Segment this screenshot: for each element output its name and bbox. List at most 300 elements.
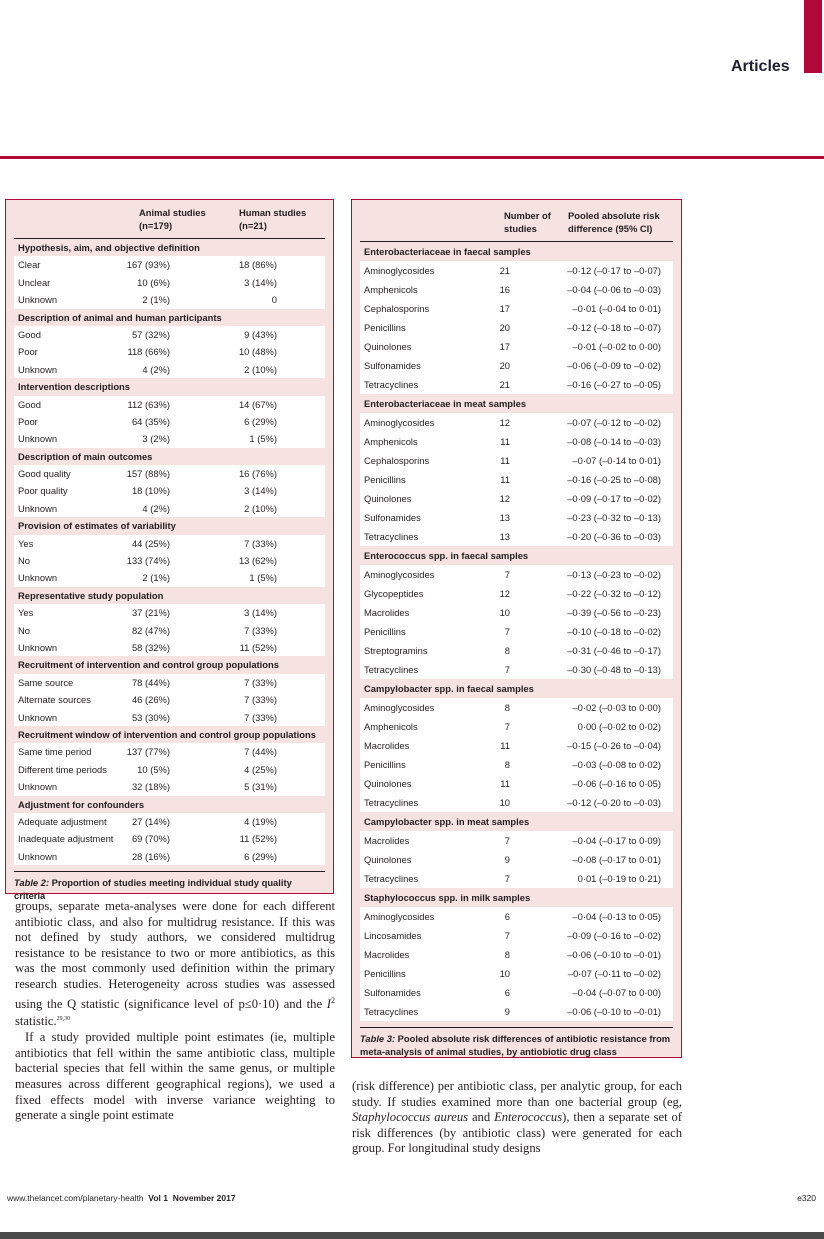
section-header: Recruitment of intervention and control group populations [18,659,279,671]
cell-value-2: –0·08 (–0·14 to –0·03) [567,436,661,447]
table-row [14,535,325,552]
header-rule [0,156,824,159]
row-label: Unclear [18,276,51,288]
row-label: Inadequate adjustment [18,833,114,845]
row-label: Amphenicols [364,436,418,447]
row-label: Same source [18,676,74,688]
cell-value-2: –0·06 (–0·10 to –0·01) [567,949,661,960]
cell-value-2: 7 (33%) [244,711,277,723]
cell-value-2: 11 (52%) [239,641,277,653]
cell-value-1: 12 [499,588,510,599]
table-row [360,698,673,717]
section-rows [360,413,673,546]
row-label: Poor [18,346,38,358]
row-label: Tetracyclines [364,797,419,808]
cell-value-2: –0·01 (–0·02 to 0·00) [572,341,661,352]
table-row [14,343,325,360]
caption-text: Pooled absolute risk differences of antibiotic resistance from meta-analysis of animal studies, by antiobiotic drug class [360,1033,671,1057]
table-row [360,983,673,1002]
cell-value-1: 4 (2%) [142,363,170,375]
table-row [360,413,673,432]
cell-value-2: –0·08 (–0·17 to 0·01) [572,854,661,865]
row-label: Macrolides [364,835,410,846]
caption-label: Table 2: [14,877,50,889]
text: I [326,996,331,1011]
row-label: Alternate sources [18,694,91,706]
table-row [14,709,325,726]
text: (risk difference) per antibiotic class, per analytic group, for each study. If studies examined more than one bacterial group (eg, [352,1079,682,1109]
cell-value-2: 11 (52%) [239,833,277,845]
cell-value-2: 1 (5%) [249,433,277,445]
table-row [14,465,325,482]
body-paragraph [352,1079,682,1157]
section-rows [14,674,325,726]
section-color-tab [804,0,822,73]
section-label: Articles [731,58,790,75]
table-row [360,470,673,489]
row-label: Unknown [18,294,58,306]
table-row [360,945,673,964]
row-label: Poor quality [18,485,68,497]
row-label: Tetracyclines [364,873,419,884]
cell-value-1: 10 [499,797,510,808]
row-label: Aminoglycosides [364,569,435,580]
row-label: Lincosamides [364,930,422,941]
table-row [360,964,673,983]
text: Enterococcus [494,1110,563,1125]
cell-value-1: 8 [504,645,510,656]
cell-value-1: 11 [500,474,510,485]
cell-value-1: 28 (16%) [131,850,170,862]
row-label: Unknown [18,641,58,653]
cell-value-2: 2 (10%) [244,502,277,514]
table-row [360,565,673,584]
section-rows [360,698,673,812]
col-human-studies: Human studies [239,207,307,218]
section-rows [14,465,325,517]
cell-value-2: 18 (86%) [238,259,277,271]
cell-value-2: 16 (76%) [238,468,277,480]
cell-value-2: 7 (44%) [244,746,277,758]
row-label: Sulfonamides [364,512,421,523]
cell-value-2: 0 [271,294,277,306]
row-label: Macrolides [364,740,410,751]
row-label: Tetracyclines [364,531,419,542]
table-row [14,604,325,621]
cell-value-1: 13 [499,512,510,523]
table-row [14,813,325,830]
table-row [14,639,325,656]
table-row [14,761,325,778]
row-label: Aminoglycosides [364,417,435,428]
cell-value-1: 7 [504,930,510,941]
cell-value-1: 7 [504,664,510,675]
body-column-left [15,899,335,1124]
reference: 29,30 [56,1016,71,1023]
cell-value-2: –0·04 (–0·06 to –0·03) [567,284,661,295]
row-label: Unknown [18,433,58,445]
viewer-bottom-bar [0,1232,824,1239]
table-row [14,500,325,517]
text: statistic. [15,1014,57,1029]
section-rows [14,743,325,795]
cell-value-1: 112 (63%) [127,398,170,410]
table-row [360,432,673,451]
cell-value-1: 12 [499,493,510,504]
cell-value-1: 12 [499,417,510,428]
row-label: Unknown [18,781,58,793]
row-label: Streptogramins [364,645,428,656]
table-row [14,256,325,273]
section-rows [360,831,673,888]
cell-value-2: 10 (48%) [238,346,277,358]
cell-value-1: 82 (47%) [131,624,170,636]
section-rows [14,326,325,378]
section-header: Provision of estimates of variability [18,520,176,532]
row-label: Amphenicols [364,721,418,732]
cell-value-2: 0·01 (–0·19 to 0·21) [577,873,661,884]
cell-value-1: 21 [499,265,510,276]
row-label: Quinolones [364,778,412,789]
cell-value-2: –0·04 (–0·07 to 0·00) [572,987,661,998]
footer-date: November 2017 [172,1193,236,1203]
cell-value-1: 133 (74%) [126,555,170,567]
cell-value-1: 8 [504,949,510,960]
footer-url[interactable]: www.thelancet.com/planetary-health [7,1193,144,1203]
col-risk-difference-2: difference (95% CI) [568,223,653,234]
cell-value-1: 10 [499,968,510,979]
section-rows [360,565,673,679]
cell-value-2: 2 (10%) [244,363,277,375]
row-label: Adequate adjustment [18,815,107,827]
col-risk-difference: Pooled absolute risk [568,210,660,221]
cell-value-1: 10 (6%) [137,276,170,288]
text: Staphylococcus aureus [352,1110,469,1125]
cell-value-1: 9 [504,1006,510,1017]
row-label: Unknown [18,850,58,862]
row-label: Unknown [18,711,58,723]
cell-value-1: 13 [499,531,510,542]
section-header: Staphylococcus spp. in milk samples [364,892,531,903]
caption-label: Table 3: [360,1033,396,1044]
cell-value-1: 18 (10%) [131,485,170,497]
cell-value-1: 57 (32%) [131,328,170,340]
cell-value-1: 44 (25%) [131,537,170,549]
section-header: Enterobacteriaceae in meat samples [364,398,527,409]
cell-value-2: –0·20 (–0·36 to –0·03) [567,531,661,542]
cell-value-2: –0·12 (–0·20 to –0·03) [567,797,661,808]
table-row [360,926,673,945]
table-row [14,361,325,378]
table-row [360,869,673,888]
cell-value-2: –0·06 (–0·16 to 0·05) [572,778,661,789]
section-rows [360,261,673,394]
row-label: Yes [18,537,34,549]
cell-value-1: 8 [504,759,510,770]
footer-volume: Vol 1 [148,1193,168,1203]
cell-value-1: 9 [504,854,510,865]
table-row [360,736,673,755]
section-header: Representative study population [18,589,164,601]
row-label: Penicillins [364,968,406,979]
table-row [360,489,673,508]
cell-value-1: 46 (26%) [131,694,170,706]
row-label: Cephalosporins [364,455,430,466]
cell-value-1: 157 (88%) [126,468,170,480]
cell-value-2: –0·04 (–0·13 to 0·05) [572,911,661,922]
cell-value-2: –0·06 (–0·10 to –0·01) [567,1006,661,1017]
cell-value-1: 78 (44%) [131,676,170,688]
row-label: Aminoglycosides [364,702,435,713]
cell-value-2: –0·22 (–0·32 to –0·12) [567,588,661,599]
table-row [14,778,325,795]
cell-value-2: 5 (31%) [244,781,277,793]
cell-value-2: 7 (33%) [244,676,277,688]
section-header: Enterobacteriaceae in faecal samples [364,246,531,257]
cell-value-2: –0·07 (–0·14 to 0·01) [572,455,661,466]
cell-value-1: 7 [504,569,510,580]
section-header: Campylobacter spp. in faecal samples [364,683,534,694]
cell-value-1: 2 (1%) [142,294,170,306]
table-row [14,413,325,430]
table-row [360,831,673,850]
section-header: Campylobacter spp. in meat samples [364,816,530,827]
cell-value-1: 27 (14%) [131,815,170,827]
cell-value-1: 17 [499,341,510,352]
table-row [360,717,673,736]
table-row [360,584,673,603]
cell-value-2: –0·02 (–0·03 to 0·00) [572,702,661,713]
table-row [360,793,673,812]
row-label: Good [18,398,41,410]
table-row [360,641,673,660]
table-row [14,691,325,708]
cell-value-1: 8 [504,702,510,713]
cell-value-1: 2 (1%) [142,572,170,584]
cell-value-2: 9 (43%) [244,328,277,340]
cell-value-1: 58 (32%) [131,641,170,653]
row-label: Quinolones [364,341,412,352]
table-row [14,743,325,760]
cell-value-1: 20 [499,322,510,333]
cell-value-2: –0·09 (–0·16 to –0·02) [567,930,661,941]
row-label: Yes [18,607,34,619]
row-label: Cephalosporins [364,303,430,314]
cell-value-1: 69 (70%) [131,833,170,845]
cell-value-2: –0·09 (–0·17 to –0·02) [567,493,661,504]
table-row [14,830,325,847]
table-row [360,660,673,679]
table-row [360,774,673,793]
cell-value-1: 10 (5%) [137,763,170,775]
table-row [360,907,673,926]
cell-value-2: –0·39 (–0·56 to –0·23) [567,607,661,618]
section-rows [360,907,673,1021]
cell-value-1: 53 (30%) [131,711,170,723]
row-label: Aminoglycosides [364,911,435,922]
cell-value-2: 14 (67%) [238,398,277,410]
cell-value-2: –0·07 (–0·12 to –0·02) [567,417,661,428]
cell-value-1: 11 [500,778,510,789]
row-label: Penicillins [364,474,406,485]
row-label: Quinolones [364,493,412,504]
cell-value-2: –0·12 (–0·18 to –0·07) [567,322,661,333]
row-label: Amphenicols [364,284,418,295]
table-row [14,552,325,569]
table-3 [351,199,682,1058]
cell-value-1: 7 [504,835,510,846]
col-number-of-studies: Number of [504,210,551,221]
cell-value-1: 11 [500,455,510,466]
table-row [360,850,673,869]
cell-value-1: 11 [500,740,510,751]
cell-value-1: 7 [504,873,510,884]
cell-value-2: 3 (14%) [244,485,277,497]
row-label: Unknown [18,572,58,584]
table-2 [5,199,334,902]
section-header: Adjustment for confounders [18,798,145,810]
section-header: Hypothesis, aim, and objective definition [18,242,200,253]
table-header [14,200,325,239]
table-row [360,527,673,546]
section-rows [14,535,325,587]
cell-value-1: 11 [500,436,510,447]
table-row [360,280,673,299]
row-label: Tetracyclines [364,1006,419,1017]
cell-value-2: 4 (19%) [244,815,277,827]
section-header: Enterococcus spp. in faecal samples [364,550,529,561]
row-label: Unknown [18,502,58,514]
cell-value-1: 7 [504,721,510,732]
cell-value-1: 137 (77%) [126,746,170,758]
cell-value-2: –0·12 (–0·17 to –0·07) [567,265,661,276]
table-row [14,482,325,499]
section-rows [14,604,325,656]
row-label: Penicillins [364,322,406,333]
cell-value-2: 1 (5%) [249,572,277,584]
cell-value-1: 37 (21%) [131,607,170,619]
table-row [14,848,325,865]
row-label: Good [18,328,41,340]
table-row [14,674,325,691]
cell-value-1: 32 (18%) [131,781,170,793]
table-row [360,755,673,774]
cell-value-1: 6 [504,911,510,922]
cell-value-2: 13 (62%) [238,555,277,567]
table-row [360,622,673,641]
cell-value-2: 7 (33%) [244,537,277,549]
cell-value-1: 118 (66%) [127,346,170,358]
table-row [14,569,325,586]
caption-text: Proportion of studies meeting individual study quality criteria [14,877,292,902]
cell-value-2: 3 (14%) [244,276,277,288]
col-animal-n: (n=179) [139,220,173,231]
cell-value-1: 3 (2%) [142,433,170,445]
table-row [360,508,673,527]
cell-value-1: 7 [504,626,510,637]
cell-value-2: 7 (33%) [244,694,277,706]
section-rows [14,396,325,448]
cell-value-1: 167 (93%) [126,259,170,271]
table-caption [360,1027,673,1058]
cell-value-1: 10 [499,607,510,618]
table-row [360,337,673,356]
cell-value-2: –0·23 (–0·32 to –0·13) [567,512,661,523]
row-label: Same time period [18,746,92,758]
cell-value-1: 21 [499,379,510,390]
row-label: Tetracyclines [364,379,419,390]
table-row [14,430,325,447]
row-label: Different time periods [18,763,107,775]
body-column-right [352,1079,682,1157]
row-label: Penicillins [364,626,406,637]
page-number: e320 [797,1193,816,1203]
table-row [360,451,673,470]
cell-value-2: –0·04 (–0·17 to 0·09) [572,835,661,846]
row-label: Sulfonamides [364,987,421,998]
cell-value-2: –0·15 (–0·26 to –0·04) [567,740,661,751]
row-label: Unknown [18,363,58,375]
cell-value-1: 64 (35%) [131,415,170,427]
row-label: Penicillins [364,759,406,770]
row-label: Poor [18,415,38,427]
text: groups, separate meta-analyses were done for each different antibiotic class, and also for multidrug resistance. If this was not defined by study authors, we considered multidrug resistance to be resistance to two or more antibiotics, as this was the most commonly used definition within the primary research studies. Heterogeneity across studies was assessed using the Q statistic (significance level of p≤0·10) and the [15,899,335,1011]
row-label: Quinolones [364,854,412,865]
cell-value-2: –0·13 (–0·23 to –0·02) [567,569,661,580]
section-header: Description of animal and human participants [18,311,222,323]
table-row [14,291,325,308]
body-paragraph: If a study provided multiple point estimates (ie, multiple antibiotics that fell within the same antibiotic class, multiple bacterial species that fell within the same genus, or multiple measures across different geographical regions), we used a fixed effects model with inverse variance weighting to generate a single point estimate [15,1030,335,1123]
col-human-n: (n=21) [239,220,267,231]
row-label: Aminoglycosides [364,265,435,276]
cell-value-2: –0·10 (–0·18 to –0·02) [567,626,661,637]
table-row [14,622,325,639]
cell-value-2: 6 (29%) [244,850,277,862]
cell-value-2: –0·07 (–0·11 to –0·02) [567,968,661,979]
section-rows [14,813,325,865]
cell-value-2: 6 (29%) [244,415,277,427]
section-header: Intervention descriptions [18,381,130,393]
cell-value-1: 4 (2%) [142,502,170,514]
text: and [468,1110,495,1125]
cell-value-2: 7 (33%) [244,624,277,636]
table-row [360,261,673,280]
table-row [14,326,325,343]
row-label: Clear [18,259,41,271]
row-label: Sulfonamides [364,360,421,371]
cell-value-1: 6 [504,987,510,998]
table-row [14,274,325,291]
cell-value-2: –0·01 (–0·04 to 0·01) [572,303,661,314]
section-header: Description of main outcomes [18,450,153,462]
row-label: Glycopeptides [364,588,424,599]
table-row [360,318,673,337]
table-row [360,1002,673,1021]
cell-value-2: –0·16 (–0·27 to –0·05) [567,379,661,390]
section-header: Recruitment window of intervention and control group populations [18,728,316,740]
cell-value-1: 16 [499,284,510,295]
superscript: 2 [331,995,335,1005]
table-row [360,356,673,375]
cell-value-1: 17 [499,303,510,314]
cell-value-2: –0·31 (–0·46 to –0·17) [567,645,661,656]
table-header [360,200,673,242]
cell-value-2: –0·16 (–0·25 to –0·08) [567,474,661,485]
table-row [360,603,673,622]
table-row [360,375,673,394]
row-label: Macrolides [364,949,410,960]
cell-value-2: –0·06 (–0·09 to –0·02) [567,360,661,371]
